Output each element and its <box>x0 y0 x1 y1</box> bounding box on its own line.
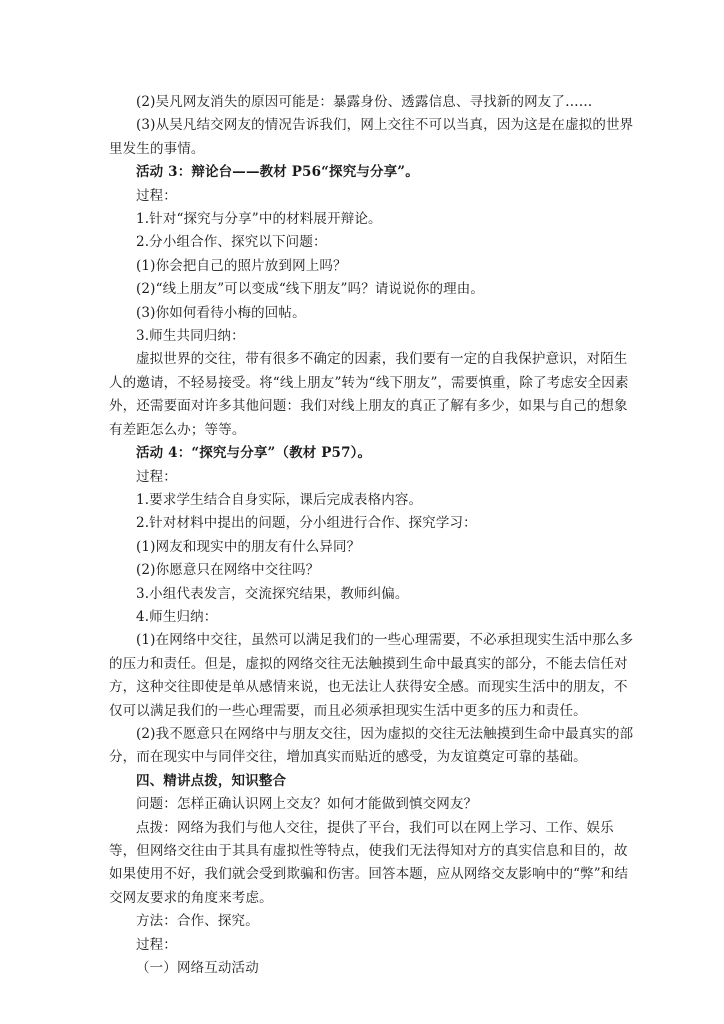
paragraph: 3.师生共同归纳： <box>136 328 245 345</box>
paragraph: （一）网络互动活动 <box>136 960 259 977</box>
paragraph: 2.针对材料中提出的问题，分小组进行合作、探究学习： <box>136 515 477 532</box>
paragraph: (3)你如何看待小梅的回帖。 <box>136 304 306 321</box>
section-heading: 活动 4：“探究与分享”（教材 P57）。 <box>136 445 372 462</box>
paragraph: (2)你愿意只在网络中交往吗？ <box>136 562 320 579</box>
paragraph: 过程： <box>136 936 177 953</box>
document-body <box>109 91 641 980</box>
paragraph: (1)在网络中交往，虽然可以满足我们的一些心理需要，不必承担现实生活中那么多的压力和责任。但是，虚拟的网络交往无法触摸到生命中最真实的部分，不能去信任对方，这种交往即使是单从感情来说，也无法让人获得安全感。而现实生活中的朋友，不仅可以满足我们的一些心理需要，而且必须承担现实生活中更多的压力和责任。 <box>109 632 634 719</box>
paragraph: 3.小组代表发言，交流探究结果，教师纠偏。 <box>136 585 409 602</box>
paragraph: (1)网友和现实中的朋友有什么异同？ <box>136 538 361 555</box>
paragraph: (1)你会把自己的照片放到网上吗？ <box>136 257 347 274</box>
paragraph: 2.分小组合作、探究以下问题： <box>136 234 327 251</box>
paragraph: (2)我不愿意只在网络中与朋友交往，因为虚拟的交往无法触摸到生命中最真实的部分，而在现实中与同伴交往，增加真实而贴近的感受，为友谊奠定可靠的基础。 <box>109 725 634 766</box>
paragraph: 过程： <box>136 468 177 485</box>
paragraph: 方法：合作、探究。 <box>136 913 259 930</box>
section-heading: 活动 3：辩论台——教材 P56“探究与分享”。 <box>136 164 419 181</box>
paragraph: 过程： <box>136 187 177 204</box>
paragraph: (2)“线上朋友”可以变成“线下朋友”吗？请说说你的理由。 <box>136 281 485 298</box>
section-heading: 四、精讲点拨，知识整合 <box>136 772 287 789</box>
paragraph: 1.针对“探究与分享”中的材料展开辩论。 <box>136 211 382 228</box>
paragraph: 点拨：网络为我们与他人交往，提供了平台，我们可以在网上学习、工作、娱乐等，但网络交往由于其具有虚拟性等特点，使我们无法得知对方的真实信息和目的，故如果使用不好，我们就会受到欺骗和伤害。回答本题，应从网络交友影响中的“弊”和结交网友要求的角度来考虑。 <box>109 819 629 906</box>
paragraph: (2)吴凡网友消失的原因可能是：暴露身份、透露信息、寻找新的网友了…… <box>136 94 593 110</box>
paragraph: 1.要求学生结合自身实际，课后完成表格内容。 <box>136 491 423 508</box>
paragraph: 问题：怎样正确认识网上交友？如何才能做到慎交网友？ <box>136 796 478 813</box>
paragraph: (3)从吴凡结交网友的情况告诉我们，网上交往不可以当真，因为这是在虚拟的世界里发生的事情。 <box>109 117 634 157</box>
paragraph: 4.师生归纳： <box>136 608 218 625</box>
paragraph: 虚拟世界的交往，带有很多不确定的因素，我们要有一定的自我保护意识，对陌生人的邀请，不轻易接受。将“线上朋友”转为“线下朋友”，需要慎重，除了考虑安全因素外，还需要面对许多其他问题：我们对线上朋友的真正了解有多少，如果与自己的想象有差距怎么办；等等。 <box>109 351 629 438</box>
